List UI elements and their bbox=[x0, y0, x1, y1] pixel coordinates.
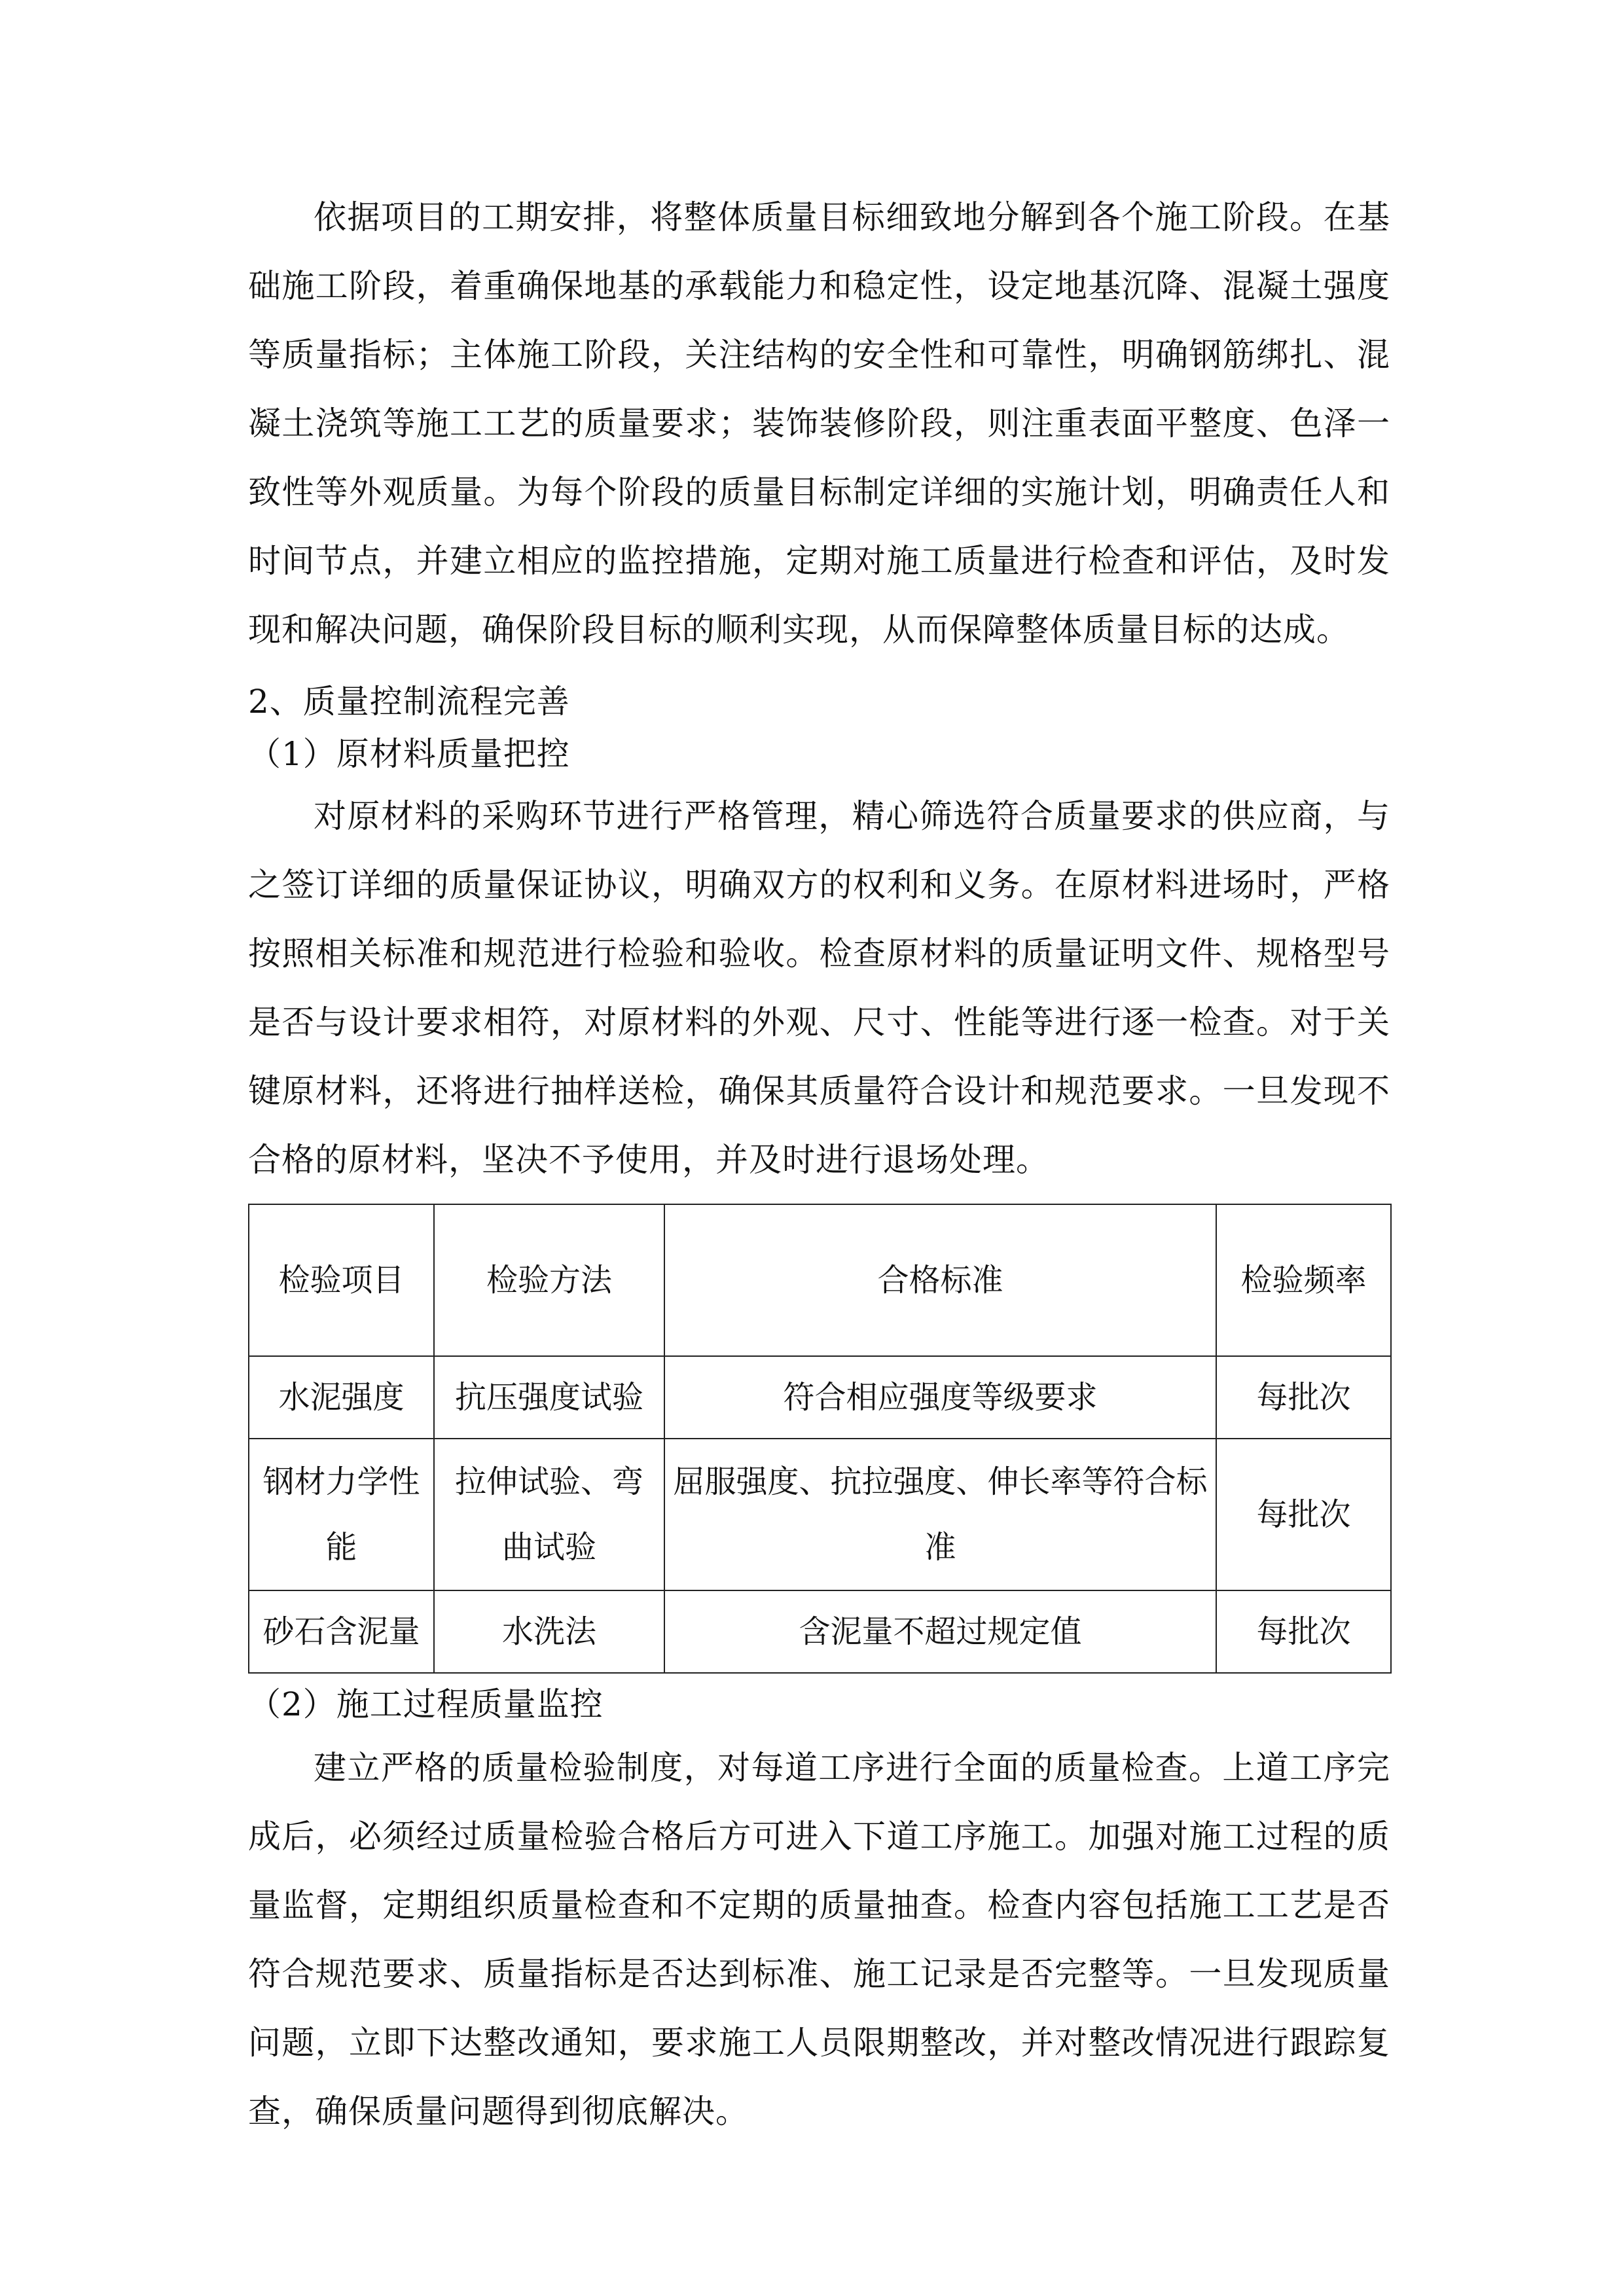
table-cell: 含泥量不超过规定值 bbox=[664, 1590, 1216, 1673]
table-cell: 每批次 bbox=[1216, 1439, 1391, 1590]
paragraph-quality-goal-breakdown: 依据项目的工期安排，将整体质量目标细致地分解到各个施工阶段。在基础施工阶段，着重确保地基的承载能力和稳定性，设定地基沉降、混凝土强度等质量指标；主体施工阶段，关注结构的安全性和可靠性，明确钢筋绑扎、混凝土浇筑等施工工艺的质量要求；装饰装修阶段，则注重表面平整度、色泽一致性等外观质量。为每个阶段的质量目标制定详细的实施计划，明确责任人和时间节点，并建立相应的监控措施，定期对施工质量进行检查和评估，及时发现和解决问题，确保阶段目标的顺利实现，从而保障整体质量目标的达成。 bbox=[248, 198, 1390, 649]
subheading-construction-process-monitoring: （2）施工过程质量监控 bbox=[248, 1685, 604, 1723]
table-cell: 每批次 bbox=[1216, 1356, 1391, 1439]
subheading-raw-material-control: （1）原材料质量把控 bbox=[248, 735, 570, 773]
table-cell: 水泥强度 bbox=[249, 1356, 434, 1439]
table-cell: 拉伸试验、弯曲试验 bbox=[434, 1439, 664, 1590]
paragraph-construction-process-monitoring: 建立严格的质量检验制度，对每道工序进行全面的质量检查。上道工序完成后，必须经过质量检验合格后方可进入下道工序施工。加强对施工过程的质量监督，定期组织质量检查和不定期的质量抽查。检查内容包括施工工艺是否符合规范要求、质量指标是否达到标准、施工记录是否完整等。一旦发现质量问题，立即下达整改通知，要求施工人员限期整改，并对整改情况进行跟踪复查，确保质量问题得到彻底解决。 bbox=[248, 1749, 1390, 2130]
table-header-cell: 检验频率 bbox=[1216, 1204, 1391, 1356]
table-cell: 符合相应强度等级要求 bbox=[664, 1356, 1216, 1439]
section-heading-quality-control-process: 2、质量控制流程完善 bbox=[248, 683, 570, 721]
table-cell: 钢材力学性能 bbox=[249, 1439, 434, 1590]
paragraph-raw-material-control: 对原材料的采购环节进行严格管理，精心筛选符合质量要求的供应商，与之签订详细的质量保证协议，明确双方的权利和义务。在原材料进场时，严格按照相关标准和规范进行检验和验收。检查原材料的质量证明文件、规格型号是否与设计要求相符，对原材料的外观、尺寸、性能等进行逐一检查。对于关键原材料，还将进行抽样送检，确保其质量符合设计和规范要求。一旦发现不合格的原材料，坚决不予使用，并及时进行退场处理。 bbox=[248, 797, 1390, 1179]
table-row bbox=[249, 1590, 1391, 1673]
table-header-cell: 检验项目 bbox=[249, 1204, 434, 1356]
table-row bbox=[249, 1356, 1391, 1439]
document-page bbox=[248, 183, 1390, 2146]
table-cell: 水洗法 bbox=[434, 1590, 664, 1673]
table-cell: 每批次 bbox=[1216, 1590, 1391, 1673]
table-header-row bbox=[249, 1204, 1391, 1356]
inspection-table bbox=[248, 1204, 1392, 1674]
table-row bbox=[249, 1439, 1391, 1590]
table-cell: 砂石含泥量 bbox=[249, 1590, 434, 1673]
table-header-cell: 检验方法 bbox=[434, 1204, 664, 1356]
table-cell: 屈服强度、抗拉强度、伸长率等符合标准 bbox=[664, 1439, 1216, 1590]
table-cell: 抗压强度试验 bbox=[434, 1356, 664, 1439]
table-header-cell: 合格标准 bbox=[664, 1204, 1216, 1356]
